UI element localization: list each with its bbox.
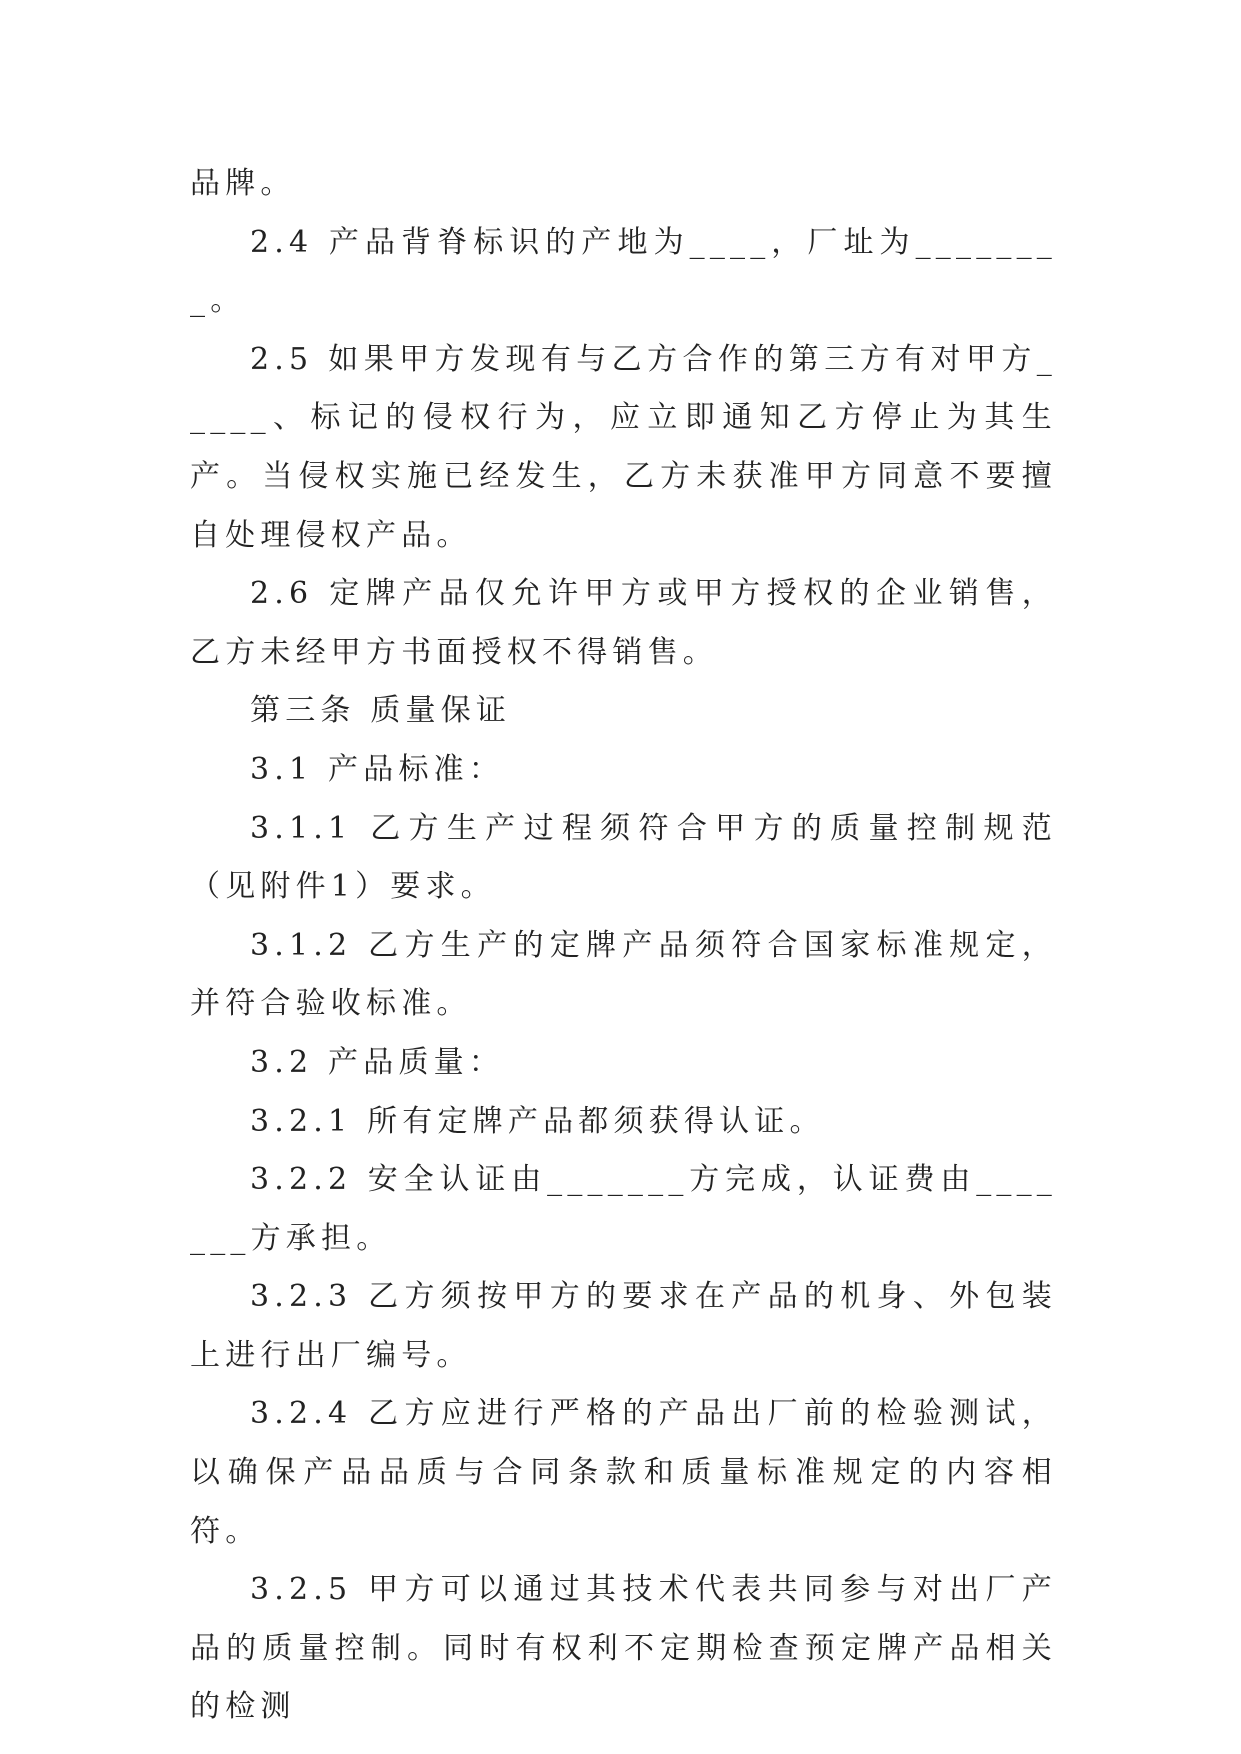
paragraph-3-2-5: 3.2.5 甲方可以通过其技术代表共同参与对出厂产品的质量控制。同时有权利不定期检查预定牌产品相关的检测: [190, 1572, 1057, 1725]
paragraph-2-4: 2.4 产品背脊标识的产地为____，厂址为________。: [190, 224, 1057, 319]
paragraph-3-1-2: 3.1.2 乙方生产的定牌产品须符合国家标准规定，并符合验收标准。: [190, 927, 1057, 1022]
paragraph-3-2-2: 3.2.2 安全认证由_______方完成，认证费由_______方承担。: [190, 1162, 1057, 1256]
section-heading-article-3: 第三条 质量保证: [250, 693, 512, 729]
paragraph-3-1: 3.1 产品标准：: [250, 751, 505, 787]
paragraph-3-2-1: 3.2.1 所有定牌产品都须获得认证。: [250, 1103, 825, 1139]
paragraph-2-5: 2.5 如果甲方发现有与乙方合作的第三方有对甲方_____、标记的侵权行为，应立即通知乙方停止为其生产。当侵权实施已经发生，乙方未获准甲方同意不要擅自处理侵权产品。: [190, 341, 1057, 553]
paragraph-2-6: 2.6 定牌产品仅允许甲方或甲方授权的企业销售，乙方未经甲方书面授权不得销售。: [190, 576, 1057, 670]
document-body: [190, 155, 1057, 1737]
paragraph-3-1-1: 3.1.1 乙方生产过程须符合甲方的质量控制规范（见附件1）要求。: [190, 810, 1057, 905]
paragraph-3-2-3: 3.2.3 乙方须按甲方的要求在产品的机身、外包装上进行出厂编号。: [190, 1279, 1057, 1373]
paragraph-brand-tail: 品牌。: [190, 166, 296, 201]
paragraph-3-2-4: 3.2.4 乙方应进行严格的产品出厂前的检验测试，以确保产品品质与合同条款和质量标准规定的内容相符。: [190, 1396, 1057, 1549]
paragraph-3-2: 3.2 产品质量：: [250, 1044, 505, 1080]
